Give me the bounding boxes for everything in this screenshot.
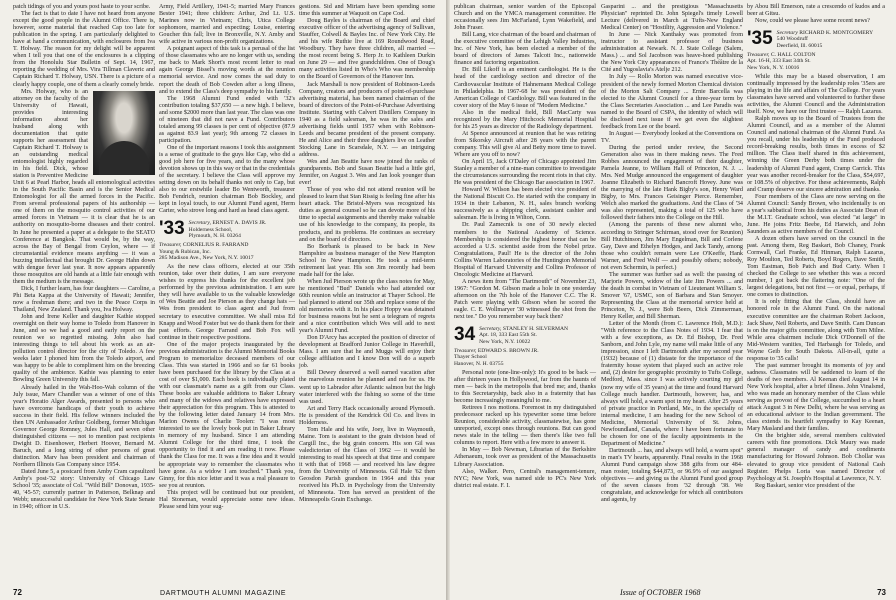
paragraph: The fact is that to date I have not heard from anyone except the good people in the Alumni Office. There is, however, some material that reached Cap too late for publication in the spring. I am particularly delighted to have at hand a communication, with enclosures from Iva T. Holway. The reason for my delight will be apparent when I tell you that one of the enclosures is a clipping from the Honolulu Star Bulletin of Sept. 14, 1967, reporting the wedding of Mrs. Vira Tillman Claveric and Captain Richard T. Holway, USN. There is a picture of a clearly happy couple, one of them a clearly comely bride. [13, 11, 155, 88]
paragraph: As the new class officers, elected at our 35th reunion, take over their duties, I am sure everyone wishes to express his thanks for the excellent job performed by the previous administration. I am sure they will have available to us the valuable knowledge of Wes Beattie and Joe Pierson as they change hats — Wes from president to class agent and Jud from secretary to executive committee. We shall miss Ed Knapp and Wood Foster but we do thank them for their past efforts. George Farrand and Bob Fox will continue in their respective positions. [159, 264, 295, 341]
secretary-name: ERNEST A. DAVIS JR. [212, 220, 267, 227]
treasurer-label: Treasurer, [159, 242, 182, 249]
paragraph: patch tidings of you and yours post haste to your scribe. [13, 4, 151, 10]
treasurer-address: Apt. 16-H, 333 East 34th St. [747, 58, 811, 65]
paragraph: When Jud Pierson wrote up the class notes for May, he mentioned "Bud" Daniels who had attended our 60th reunion while an instructor at Thayer School. He had planned to attend our 35th and replace some of the old memories with it. In his place Hoppy was detained for business reasons but he sent a telegram of regrets and a nice contribution which Wes will add to next year's Alumni Fund. [299, 278, 435, 335]
paragraph: gestions. Sid and Miriam have been spending some time this summer at Waquoit on Cape Cod. [299, 4, 435, 18]
paragraph: In May — Bob Newman, Librarian of the Berkshire Athenaeum, took over as president of the Massachusetts Library Association. [454, 447, 596, 468]
treasurer-address: New York, N. Y. 10016 [747, 64, 800, 71]
paragraph: During the period under review, the Second Generation also was in there making news. The Fred Robbes announced the engagement of their daughter, Pamela Jeanne, to William Hall of Princeton, N. J. ... Mrs. Ned Mudge announced the engagement of daughter Joanne Elizabeth to Richard Bancroft Hovey. June was the marrying of the late Hank Bigby's son, Henry Ward Bigby, to Mrs. Frances Geisinger Pierce. Remember, Welch also marked the graduations. And the Class of '34 was also represented, making a total of 125 who have followed their fathers into the College on the Hill. [601, 144, 743, 222]
paragraph: Bill Lang, vice chairman of the board and chairman of the executive committee of the Lehigh Valley Industries, Inc. of New York, has been elected a member of the board of directors of James Talcott Inc., nationwide finance and factoring organization. [454, 32, 596, 67]
portrait-photo [93, 91, 155, 175]
secretary-address: 540 Woodruff [776, 36, 808, 43]
paragraph: Reg Baskart, senior vice president of the [755, 482, 855, 489]
treasurer-label: Treasurer, [747, 52, 770, 59]
paragraph: Dr. Paul Zamecnik is one of 30 newly elected members to the National Academy of Science. Membership is considered the highest honor that can be accorded a U.S. scientist aside from the Nobel prize. Congratulations, Paul! He is the director of the John Collins Warren Laboratories of the Huntington Memorial Hospital of Harvard University and Collins Professor of Oncologic Medicine at Harvard. [454, 222, 596, 278]
paragraph: Dartmouth ... has, and always will hold, a warm spot" in man's TV hearts, apparently. Final results in the 1968 Alumni Fund campaign show 388 gifts from our 484-man roster, totaling $44,873, or 96.9% of our assigned objectives — and giving us the Alumni Fund good group of the seven classes from '32 through '38. We congratulate, and acknowledge for which all contributors and agents, by [601, 447, 743, 504]
paragraph: Mrs. Holway, who is an attorney on the faculty of the University of Hawaii, provides interesting information about her husband along with documentation that quite supports her assessment that Captain Richard T. Holway is an outstanding medical entomologist highly regarded in his field. Dick, whose station is Preventive Medicine Unit 6 at Pearl Harbor, heads all entomological activities in the South Pacific Basin and is the Senior Medical Entomologist for all the armed forces in the Pacific. From several professional papers of his authorship — one of them on the mosquito control activities of our armed forces in Vietnam — it is clear that he is an authority on mosquito-borne diseases and their control. In June he presented a paper at a delegate to the SEATO Conference at Bangkok. That would be, by the way, across the Bay of Bengal from Ceylon, where — if circumstantial evidence means anything — it was a buzzing intellectual that brought Dr. George Hahn down with dengue fever last year. It now appears apparently those mosquitos are old hands at a little fair enough with them the medium is the message. [13, 88, 155, 285]
class-number: '35 [747, 28, 773, 50]
paragraph: Four members of the Class are now serving on the Alumni Council: Sandy Brown, who incidentally is on a year's sabbatical from his duties as Associate Dean of the M.I.T. Graduate school, was elected "at large" in June. He joins Fritz Beebe, Ed Harwich, and John Saunders as active members of the Council. [747, 193, 885, 235]
page-number-left: 72 [13, 588, 22, 597]
paragraph: Now, could we please have some recent news? [755, 18, 870, 25]
left-page [0, 0, 446, 600]
right-column-2 [601, 4, 743, 504]
secretary-address: Deerfield, Ill. 60015 [776, 42, 823, 49]
paragraph: Art and Terry Hack occasionally around Plymouth. He is president of the Kendrick Oil Co. and lives in Holderness. [299, 405, 435, 426]
paragraph: Ralph moves up to the Board of Trustees from the Alumni Council, and as a member of the Alumni Council and national chairman of the Alumni Fund. As you recall, under his leadership of the Fund produced record-breaking results, both times in excess of $2 million. The Class itself shared in this achievement, winning the Green Derby both times under the leadership of Alumni Fund agent, Cramp Carrick. This year was another record-breaker for the Class, $54,697, or 108.5% of objective. For these achievements, Ralph and Cramp deserve our sincere admiration and thanks. [747, 116, 885, 193]
secretary-label: Secretary [776, 30, 798, 37]
treasurer-address: Hanover, N. H. 03755 [454, 360, 504, 367]
page-number-right: 73 [877, 588, 886, 597]
secretary-name: STANLEY H. SILVERMAN [502, 326, 569, 333]
paragraph: A poignant aspect of this task is a perusal of the list of those classmates who are no longer with us, sending me back to Mark Short's most recent letter to read again George Bissel's moving words at the reunion memorial service. And now comes the sad duty to report the death of Bob Cowden after a long illness, and to extend the Class's deep sympathy to his family. [159, 46, 295, 95]
paragraph: A news item from "The Dartmouth" of November 23, 1967: "Gordon M. Gibson made a hole in one yesterday afternoon on the 7th hole of the Hanover C.C. The R. Patch were playing with Gibson when he scored the eagle. C. E. Wollmaryer '30 witnessed the shot from the next tee." Do you remember way back then? [454, 278, 596, 321]
magazine-masthead: DARTMOUTH ALUMNI MAGAZINE [160, 590, 287, 597]
class-secretary-info [189, 220, 267, 239]
paragraph: In August — Everybody looked at the Conventions on TV. [601, 130, 743, 144]
secretary-address: New York, N.Y. 10022 [479, 338, 531, 345]
secretary-label: Secretary, [188, 220, 211, 227]
paragraph: Also, Walker. Pero, Central's management-tenure, NYC; New York, was named side to PC's New York district real estate. F. I. [454, 468, 596, 489]
treasurer-name: CORNELIUS R. FARRAND [182, 242, 249, 249]
right-page [450, 0, 896, 600]
class-number: 34 [454, 324, 476, 346]
class-header-35 [747, 30, 885, 49]
paragraph: In June — Nick Xanthaky was promoted from instructor to assistant professor of business administration at Newark. N. J. State College (Salem, Mass.) ... and Sol Jacobson was heave-hoed publishing the New York City appearances of France's Théâtre de la Cité and Yugoslavia's Atelje 212. [601, 32, 743, 74]
paragraph: Already hailed in the Wah-Hoo-Wah column of the July issue, Marv Chandler was a winner of one of this year's Horatio Alger Awards, presented to persons who have overcome handicaps of their youth to achieve success in their field. His fellow winners included the then UN Ambassador Arthur Goldberg, former Michigan Governor George Romney, Jules Hall, and seven other distinguished citizens — not to mention past recipients Dwight D. Eisenhower, Herbert Hoover, Bernard M. Baruch, and a long string of other persons of great distinction. Marv has been president and chairman of Northern Illinois Gas Company since 1954. [13, 384, 155, 469]
paragraph: Dr. Bill Likoff is an eminent cardiologist. He is the head of the cardiology section and director of the Cardiovascular Institute of Hahnemann Medical College in Philadelphia. In 1967-68 he was president of the American College of Cardiology. Bill was featured in the cover story of the May 6 issue of "Modern Medicine." [454, 67, 596, 109]
secretary-address: Plymouth, N. H. 03264 [188, 233, 241, 239]
paragraph: A dozen others have served on the council in the past. Among them, Reg Baskart, Bob Chaney, Frank Cornwall, Carl Franke, Ed Hinman, Ralph Lazarus, Roy Moulton, Ted Roberts, Boyd Rogers, Dave Smith, Tom Eastman, Bob Patch and Bud Carty. When I checked the College to see whether this was a record number, I got back the flattering note: "One of the largest delegations, but not first — or equal, perhaps, if one comes to distinction. [747, 236, 885, 299]
paragraph: Don D'Arcy has accepted the position of director of development at Bradford Junior College in Haverhill, Mass. I am sure that he and Muggs will enjoy their college affiliation and I know Don will do a superb job. [299, 335, 435, 370]
paragraph: by Abou Bill Emerson, rate a crescendo of kudos and a beer at Gitsu. [747, 4, 885, 18]
paragraph: Doug Bayles is chairman of the Board and chief executive officer of the advertising agency of Sullivan, Stauffer, Colwell & Bayles Inc. of New York City. He and his wife Ruthie live at 169 Roundwood Road, Woodbury. They have three children, all married — the most recent being S. Herp Jr. to Kathleen Durkin on June 29 — and five grandchildren. One of Doug's many activities listed in Who's Who was membership on the Board of Governors of the Hanover Inn. [299, 18, 435, 81]
treasurer-name: EDWARD S. BROWN JR. [477, 348, 539, 354]
paragraph: (Among the parents of these new alumni who, according to Stringer Schirman, stood over for Reunion) Bill Hutchinson, Jim Mary Engelman, Bill and Corlene Gay, Dave and Ethelyn Hodges, and Jack Tandy, among those who couldn't remain were Lee O'Keeffe, Hank Warner, and Fred Wolf — and possibly others; nobody, not even Schermin, is perfect.) [601, 222, 743, 271]
treasurer-label: Treasurer, [454, 348, 477, 354]
left-column-1 [13, 4, 155, 511]
left-column-3 [299, 4, 435, 504]
class-header-34 [454, 326, 596, 345]
issue-line: Issue of OCTOBER 1968 [620, 588, 701, 597]
secretary-name: RICHARD K. MONTGOMERY [799, 30, 874, 37]
paragraph: The past summer brought its moments of joy and sadness. Classmates will be saddened to learn of the deaths of two members. Al Keenan died August 14 in New York hospital, after a brief illness. John Vinalsmd, who was made an honorary member of the Class while serving as provost of the College, succumbed to a heart attack August 3 in New Delhi, where he was serving as an educational advisor to the Indian government. The class extends its heartfelt sympathy to Kay Keenan, Mary Masland and their families. [747, 362, 885, 433]
right-column-3 [747, 4, 885, 490]
paragraph: In July — Rollo Morton was named executive vice-president of the newly formed Morton Chemical division of the Morton Salt Company ... Ernie Barcella was elected to the Alumni Council for a three-year term by the Class Secretaries Association ... and Lee Paradis was named to the Board of CSPA, the identity of which will be disclosed next issue if we get even the slightest feedback from Lee or the board. [601, 74, 743, 130]
paragraph: One of the major projects inaugurated by the previous administration is the Alumni Memorial Books Program to memorialize deceased members of our Class. This was started in 1966 and so far 61 books have been purchased for the library by the Class at a cost of over $1,000. Each book is individually plated with our classmate's name as a gift from our Class. These books are valuable additions to Baker Library and many of the widows and relatives have expressed their appreciation for this program. This is attested to by the following letter dated January 14 from Mrs. Marion Owens of Charlie Toolen: "I was most interested to see the lovely book put in Baker Library in memory of my husband. Since I am attending Alumni College for the third time, I took the opportunity to find it and am reading it now. Please thank the Class for me. It was a fine idea and it would be appropriate way to remember the classmates who have gone. As a widow I am touched." Thank you, Ginny, for this nice letter and it was a real pleasure to see you at reunion. [159, 341, 295, 489]
secretary-label: Secretary, [479, 326, 502, 333]
paragraph: It is only fitting that the Class, should have an honored role in the Alumni Fund. On the national executive committee are the chairman Robert Jackson, Jack Shaw, Neil Roberts, and Dave Smith. Cam Duncan is on the major gifts committee, along with Tom Milne. While area chairmen include Dick O'Donnell of the Mid-Western vanities, Ted Harbaugh for Toledo, and Wayne Geib for South Dakota. All-in-all, quite a response to '35 calls! [747, 299, 885, 362]
paragraph: On April 15, Jack O'Daley of Chicago appointed Jim Stanley a member of a nine-man committee to investigate the circumstances surrounding the recent riots in that city. He was president of the Chicago Bar association in 1967. [454, 159, 596, 187]
treasurer-name: C. HALL COLTON [770, 52, 816, 59]
class-number: '33 [159, 218, 185, 240]
class-treasurer-info [454, 348, 596, 367]
paragraph: This project will be continued but our president, Hal Stoneman, would appreciate some new ideas. Please send him your sug- [159, 489, 295, 510]
secretary-address: Holderness School, [188, 226, 233, 233]
paragraph: Wes and Jan Beattie have now joined the ranks of grandparents. Bob and Susan Beattie had a little girl, Jennifer, on August 3. Wes and Jan look younger than ever! [299, 159, 435, 187]
class-header-33 [159, 220, 295, 239]
paragraph: The summer was further sad as well: the passing of Marjorie Powers, widow of the late Jim Powers ... and the death in combat in Vietnam of Lieutenant William S. Smover '67, USMC, son of Barbara and Stan Smoyer. Representing the Class at the memorial service held at Princeton, N. J., were Bob Beers, Dick Zimmerman, Henry Keller, and Bill Sherman. [601, 271, 743, 321]
paragraph: The 1968 Alumni Fund ended with '32's contribution totaling $37,650 — a new high. I believe, and some $2000 more than last year. The class was one of nineteen that did not nave a Fund. Contributors totaled among 99 classes is per cent of objective (87.9 as against 83.9 last year); 9th among 72 classes in participation. [159, 95, 295, 144]
treasurer-address: 285 Madison Ave., New York, N.Y. 10017 [159, 254, 254, 261]
paragraph: Dated June 5, a postcard from Amby Cram capsulized Amby's post-'32 story: University of Chicago Law School '35; associate of Col. "Wild Bill" Donovan, 1935-40, '45-57; currently partner in Patterson, Belknap and Webb; unsuccessful candidate for New York State Senate in 1940; officer in U.S. [13, 469, 155, 511]
paragraph: While this may be a biased observation, I am continually impressed by the leadership roles '35ers are playing in the life and affairs of The College. For years classmates have served and volunteered to further these activities, the Alumni Council and the Administration itself. Now, we have our first trustee — Ralph Lazarus. [747, 73, 885, 116]
treasurer-address: Young & Rubican, Inc. [159, 248, 211, 255]
class-treasurer-info [747, 52, 885, 71]
paragraph: On the brighter side, several members cultivated careers with fine promotions. Dick Maury was made general manager of candy and condiments manufacturing for Howard Johnson. Bob Chollar was elevated to group vice president of National Cash Register. Phelps Loria was named Director of Psychology at St. Joseph's Hospital at Lawrence, N. Y. [747, 433, 885, 482]
right-column-1 [454, 4, 596, 490]
paragraph: Also in the medical field, Bill MacCarty was recognized by the Mary Hitchcock Memorial Hospital for his 25 years as director of the Radiology department. [454, 109, 596, 130]
secretary-address: Apt. 18, 333 East 55th St. [479, 332, 537, 339]
paragraph: Dick, I further learn, has four daughters — Caroline, a Phi Beta Kappa at the University of Hawaii; Jennifer, now a freshman there; and two in the Peace Corps in Thailand, New Zealand. Thank you, Iva Holway. [13, 285, 155, 314]
paragraph: One of the important reasons I took this assignment is a sense of gratitude to the guys like Cap, who did a good job here for five years, and to the many whose devotion shows up in this way or that in the credentials of the secretary. I believe the Class will approve my setting down on its behalf thanks not only to Cap, but also to our erstwhile leader Bo Wentworth, treasurer Bob Fendrich, reunion chairman Bob Bockley, and kept in loyal touch, to our Alumni Fund agent, Herm Carter, who strove long and hard as head class agent. [159, 144, 295, 215]
paragraph: Howard W. Wilson has been elected vice president of the National Biscuit Co. He started with the company in 1934 in their Lebanon, N. H., sales branch working successively as a shipping clerk, assistant cashier and salesman. He is living in Wilton, Conn. [454, 187, 596, 222]
paragraph: Bill Dewey deserved a well earned vacation after the marvelous reunion he planned and ran for us. He went up to Labrador after Atlantic salmon but the high water interfered with the fishing so some of the time was used. [299, 370, 435, 405]
paragraph: John and Irene Keller and daughter Kathie stopped overnight on their way home to Toledo from Hanover in June, and so we had a good and early report on the reunion we so regretted missing. John also had interesting things to tell about his work as an air-pollution control director for the city of Toledo. A few weeks later I phoned him from the Toledo airport, and was happy to be able to compliment him on the breezing quality of the ambience. Kathie was planning to enter Bowling Green University this fall. [13, 314, 155, 384]
class-secretary-info [777, 30, 873, 49]
paragraph: Personal note (one-line-only): It's good to be back — after thirteen years in Hollywood, far from the haunts of men — back in the metropolis that bred me; and, thanks to this Secretaryship, back also in a fraternity that has become increasingly meaningful to me. [454, 369, 596, 405]
treasurer-address: Thayer School [454, 354, 487, 361]
paragraph: Jack Marshall is now president of Robinson-Leeds Company, creators and producers of point-of-purchase advertising material, has been named chairman of the board of directors of the Point-of-Purchase Advertising Institute. Starting with Calvert Distillers Company in 1940 as a field salesman, he was in the sales and advertising fields until 1957 when with Robinson-Leeds and became president of the present company. He and Alice and their three daughters live on Leather Stocking Lane in Scarsdale, N.Y. — an intriguing address. [299, 81, 435, 158]
paragraph: Those of you who did not attend reunion will be pleased to learn that Stan Rissig is feeling fine after his heart attack. The Bristol-Myers was recognized his duties as general counsel so he can devote more of his time to special assignments and thereby make valuable use of his knowledge to the company, its people, its products, and its problems. He continues as secretary and on the board of directors. [299, 187, 435, 243]
paragraph: Letter of the Month (from C. Lawrence Holt, M.D.): "With reference to the Class Notes of 1934. I fear that with a few exceptions, as Dr. Ed Bishop, Dr. Fred Sanborn, and John Lyle, my name will make little of any impression, since I left Dartmouth after my second year (1932) because of (1) distaste for the importance of the fraternity house system that played such an active role and, (2) desire for geographic proximity to Tufts College, Medford, Mass. since I was actively courting my girl (now my wife of 35 years) at the time and found Harvard College much handier. Dartmouth, however, has, and always will hold, a warm spot in my heart. After 25 years of private practice in Portland, Me., in the specialty of internal medicine, I am heading for the new School of Medicine, Memorial University of St. Johns, Newfoundland, Canada, where I have been fortunate to be chosen for one of the faculty appointments in the Department of Medicine." [601, 321, 743, 447]
paragraph: Army, Field Artillery, 1941-5; married Mary Frances Bester 1941; three children: Arthur, 2nd Lt. U.S. Marines now in Vietnam; Chris, Utica College sophomore, married and expecting; Louise, entering Goucher this fall; live in Bronxville, N.Y. Amby and wife active in various non-profit organizations. [159, 4, 295, 46]
class-treasurer-info [159, 242, 295, 261]
paragraph: publican chairman, senior warden of the Episcopal Church and on the YMCA management committee. He occasionally sees Jim McFarland, Lynn Wakefield, and John Fraser. [454, 4, 596, 32]
paragraph: Bo Borbank is pleased to be back in New Hampshire as business manager of the New Hampton School in New Hampton. He took a mid-term retirement last year. His son Jim recently had been made half for the lake. [299, 243, 435, 278]
paragraph: At Spence announced at reunion that he was retiring from Sikorsky Aircraft after 28 years with the parent company. This will give Al and Betty more time to travel. Where are you off to now? [454, 130, 596, 158]
paragraph: Tom Hale and his wife, Joey, live in Waymouth, Maine. Tom is assistant to the grain division head of Cargill Inc., the big grain concern. His son Gil was valedictorian of the Class of 1962 — it would be interesting to read his speech at that time and compare it with that of 1968 — and received his law degree from the University of Minnesota. Gil Hale '62 then Geosdon Parish grandson in 1964 and this year received his Ph.D. in Psychology from the University of Minnesota. Tom has served as president of the Minneapolis Grain Exchange. [299, 426, 435, 504]
paragraph: Gasparini ... and the prestigious "Massachusetts Physician" reprinted Dr. John Spiegel's timely Lowell Lecture (delivered in March at Tufts-New England Medical Center) on "Hostility, Aggression and Violence." [601, 4, 743, 32]
left-column-2 [159, 4, 295, 511]
class-secretary-info [479, 326, 568, 345]
paragraph: Retirees I nos motions. Foremost in my distinguished predecessor racked up his typewriter some time before Reunion, considerable activity, classmatewise, has gone unreported, except ones through reunions. But can good news stale in the telling — then there's like two full columns to report. Here with a few more to answer it. [454, 405, 596, 447]
